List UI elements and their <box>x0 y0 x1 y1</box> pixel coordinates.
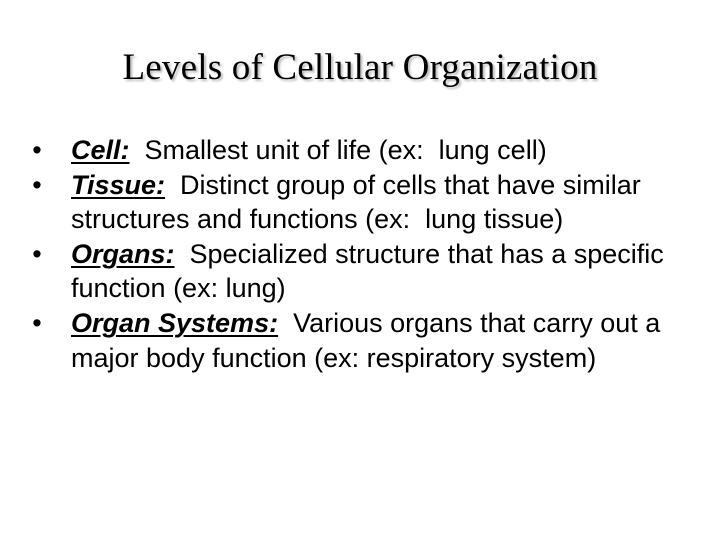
bullet-item-organ-systems <box>27 306 697 375</box>
slide-title: Levels of Cellular Organization <box>122 47 598 88</box>
definition-organs: Specialized structure that has a specific function (ex: lung) <box>71 238 672 304</box>
term-tissue: Tissue: <box>71 169 166 200</box>
definition-tissue: Distinct group of cells that have similar structures and functions (ex: lung tissue) <box>71 169 649 235</box>
definition-cell: Smallest unit of life (ex: lung cell) <box>129 135 547 165</box>
term-organ-systems: Organ Systems: <box>71 307 279 338</box>
bullet-list <box>27 133 697 375</box>
bullet-item-cell <box>27 133 697 168</box>
term-cell: Cell: <box>71 135 130 165</box>
bullet-icon: • <box>32 238 42 269</box>
bullet-item-organs <box>27 237 697 306</box>
bullet-item-tissue <box>27 168 697 237</box>
bullet-icon: • <box>32 307 42 338</box>
bullet-icon: • <box>32 169 42 200</box>
bullet-icon: • <box>32 135 42 165</box>
definition-organ-systems: Various organs that carry out a major body function (ex: respiratory system) <box>71 307 668 373</box>
term-organs: Organs: <box>71 238 175 269</box>
